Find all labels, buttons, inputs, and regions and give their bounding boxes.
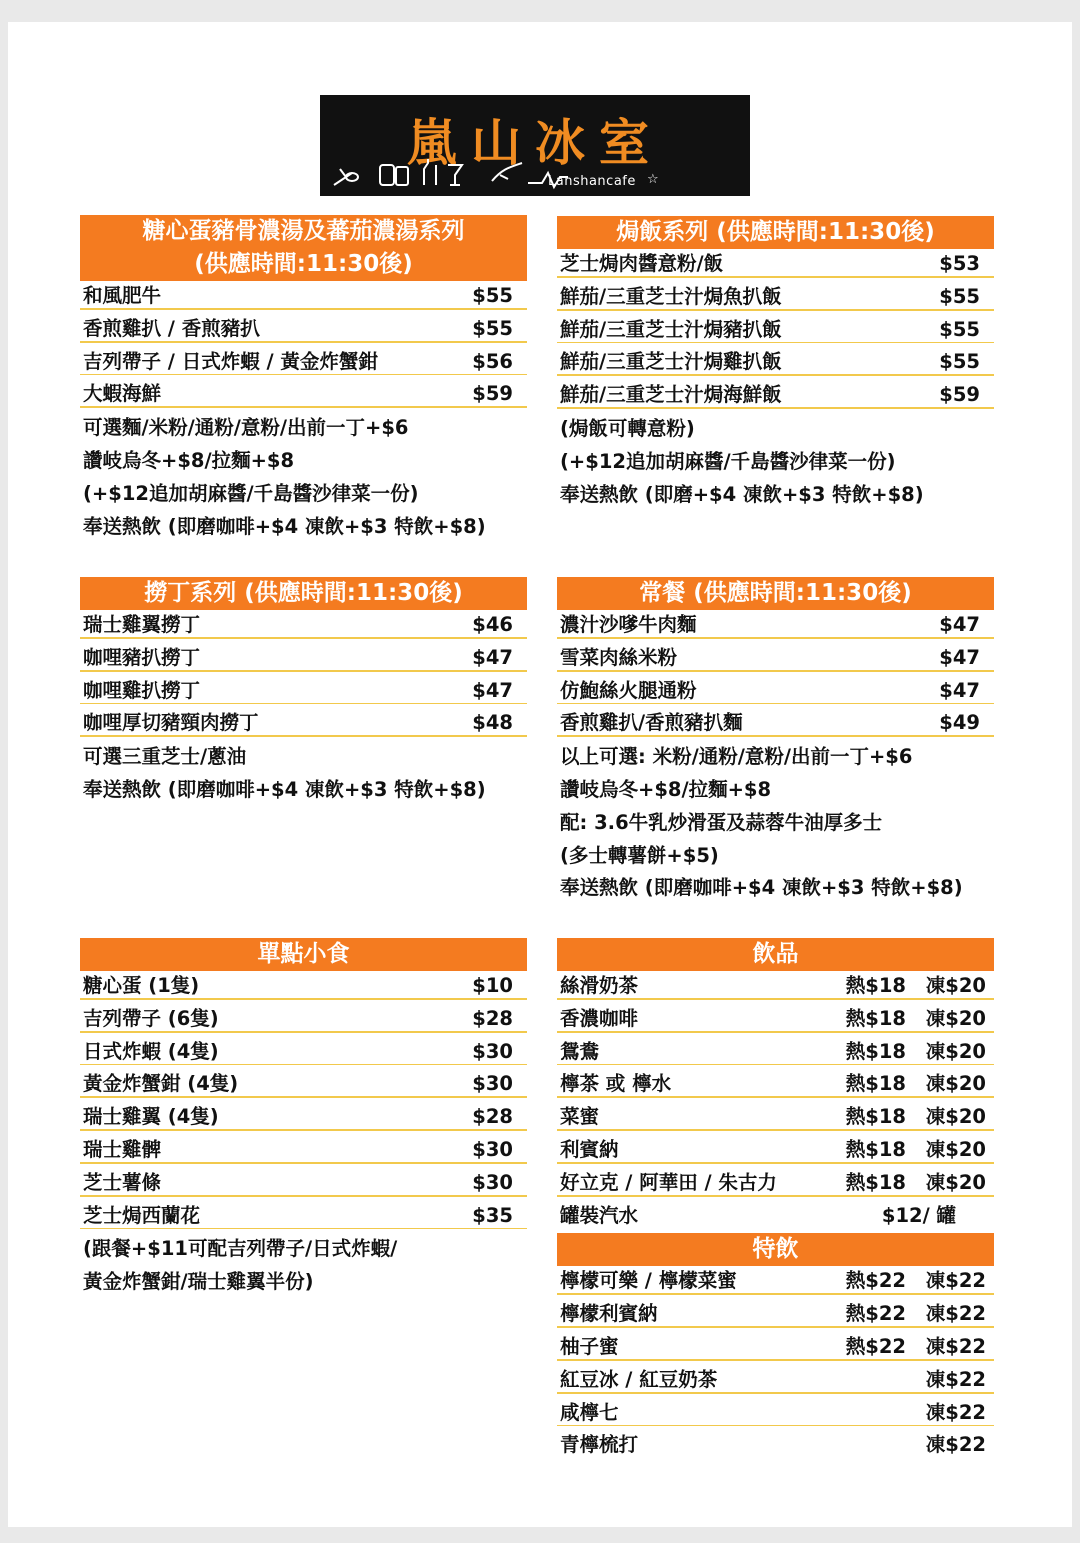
menu-item xyxy=(80,347,527,380)
item-name: 柚子蜜 xyxy=(560,1334,619,1358)
item-name: 大蝦海鮮 xyxy=(83,382,162,406)
item-price: $55 xyxy=(472,284,513,307)
hot-price: 熱$18 xyxy=(845,1137,906,1161)
drink-item xyxy=(557,1168,994,1201)
item-price: $47 xyxy=(472,645,513,669)
logo-title: 嵐山冰室 xyxy=(407,113,663,172)
item-name: 鮮茄/三重芝士汁焗雞扒飯 xyxy=(560,350,782,374)
cold-price: 凍$20 xyxy=(925,1137,986,1161)
section-title: 糖心蛋豬骨濃湯及蕃茄濃湯系列 xyxy=(142,218,465,244)
section-header xyxy=(80,215,527,281)
menu-note: 黃金炸蟹鉗/瑞士雞翼半份) xyxy=(83,1270,314,1294)
section-header: 撈丁系列 (供應時間:11:30後) xyxy=(80,577,527,610)
drink-item xyxy=(557,1135,994,1168)
item-name: 鮮茄/三重芝士汁焗魚扒飯 xyxy=(560,284,782,308)
menu-item xyxy=(80,971,527,1004)
item-name: 香煎雞扒 / 香煎豬扒 xyxy=(83,316,260,340)
drink-item xyxy=(557,1430,994,1463)
item-name: 檸檬利賓納 xyxy=(560,1302,658,1326)
item-name: 利賓納 xyxy=(560,1137,619,1161)
item-price: $55 xyxy=(939,350,980,374)
menu-item xyxy=(80,676,527,709)
hot-price: 熱$18 xyxy=(845,1105,906,1129)
item-name: 瑞士雞翼 (4隻) xyxy=(83,1105,219,1129)
cold-price: 凍$20 xyxy=(925,1072,986,1096)
item-price: $47 xyxy=(472,678,513,702)
item-name: 菜蜜 xyxy=(560,1105,600,1129)
logo-subtitle: Lanshancafe xyxy=(548,174,636,189)
menu-note: 可選麵/米粉/通粉/意粉/出前一丁+$6 xyxy=(83,416,409,440)
soup-series-section xyxy=(80,215,527,543)
can-price: $12/ 罐 xyxy=(881,1203,956,1227)
menu-item xyxy=(80,1201,527,1234)
item-price: $30 xyxy=(472,1072,513,1096)
menu-note: (多士轉薯餅+$5) xyxy=(560,843,719,867)
menu-item xyxy=(80,379,527,412)
hot-price: 熱$22 xyxy=(845,1269,906,1293)
item-price: $49 xyxy=(939,711,980,735)
drink-item xyxy=(557,1069,994,1102)
menu-note: (+$12追加胡麻醬/千島醬沙律菜一份) xyxy=(83,481,419,505)
menu-item xyxy=(557,347,994,380)
item-name: 黃金炸蟹鉗 (4隻) xyxy=(83,1072,239,1096)
menu-item xyxy=(80,708,527,741)
menu-note: (跟餐+$11可配吉列帶子/日式炸蝦/ xyxy=(83,1237,398,1261)
cold-price: 凍$20 xyxy=(925,1039,986,1063)
drink-item xyxy=(557,1004,994,1037)
item-name: 紅豆冰 / 紅豆奶茶 xyxy=(560,1367,718,1391)
item-name: 檸檬可樂 / 檸檬菜蜜 xyxy=(560,1269,737,1293)
item-price: $30 xyxy=(472,1039,513,1063)
menu-item xyxy=(557,249,994,282)
menu-note: 配: 3.6牛乳炒滑蛋及蒜蓉牛油厚多士 xyxy=(560,810,883,834)
drink-item xyxy=(557,1266,994,1299)
logo xyxy=(320,95,750,196)
cold-price: 凍$20 xyxy=(925,1170,986,1194)
item-name: 香濃咖啡 xyxy=(560,1006,639,1030)
cold-price: 凍$22 xyxy=(925,1400,986,1424)
item-price: $55 xyxy=(939,284,980,308)
menu-item xyxy=(557,282,994,315)
item-price: $59 xyxy=(472,382,513,406)
set-meal-section xyxy=(557,577,994,905)
drink-item xyxy=(557,1365,994,1398)
cold-price: 凍$20 xyxy=(925,1105,986,1129)
item-price: $30 xyxy=(472,1137,513,1161)
menu-item xyxy=(80,1102,527,1135)
item-name: 香煎雞扒/香煎豬扒麵 xyxy=(560,711,743,735)
menu-item xyxy=(80,610,527,643)
section-header: 焗飯系列 (供應時間:11:30後) xyxy=(557,216,994,249)
item-price: $10 xyxy=(472,974,513,997)
item-price: $46 xyxy=(472,613,513,636)
item-name: 糖心蛋 (1隻) xyxy=(83,974,200,997)
item-name: 咖哩豬扒撈丁 xyxy=(83,645,201,669)
menu-note: (焗飯可轉意粉) xyxy=(560,416,695,440)
item-name: 芝士薯條 xyxy=(83,1170,162,1194)
hot-price: 熱$18 xyxy=(845,1170,906,1194)
menu-note: 奉送熱飲 (即磨咖啡+$4 凍飲+$3 特飲+$8) xyxy=(83,777,486,801)
item-price: $28 xyxy=(472,1105,513,1129)
item-name: 瑞士雞翼撈丁 xyxy=(83,613,201,636)
drink-item xyxy=(557,1299,994,1332)
menu-note: 奉送熱飲 (即磨+$4 凍飲+$3 特飲+$8) xyxy=(560,482,924,506)
item-name: 絲滑奶茶 xyxy=(560,974,639,997)
item-name: 瑞士雞髀 xyxy=(83,1137,162,1161)
cold-price: 凍$22 xyxy=(925,1334,986,1358)
hot-price: 熱$18 xyxy=(845,1006,906,1030)
item-name: 仿鮑絲火腿通粉 xyxy=(560,678,697,702)
section-subtitle: (供應時間:11:30後) xyxy=(194,251,413,277)
item-price: $56 xyxy=(472,349,513,373)
item-name: 好立克 / 阿華田 / 朱古力 xyxy=(560,1170,777,1194)
item-price: $59 xyxy=(939,383,980,407)
hot-price: 熱$18 xyxy=(845,974,906,997)
cold-price: 凍$20 xyxy=(925,1006,986,1030)
cold-price: 凍$22 xyxy=(925,1302,986,1326)
menu-item xyxy=(80,1004,527,1037)
item-price: $47 xyxy=(939,613,980,636)
cold-price: 凍$22 xyxy=(925,1269,986,1293)
menu-item xyxy=(557,315,994,348)
item-name: 咖哩雞扒撈丁 xyxy=(83,678,201,702)
item-price: $47 xyxy=(939,645,980,669)
item-name: 吉列帶子 (6隻) xyxy=(83,1006,219,1030)
hot-price: 熱$18 xyxy=(845,1072,906,1096)
item-price: $53 xyxy=(939,252,980,275)
item-name: 和風肥牛 xyxy=(83,284,162,307)
item-name: 濃汁沙嗲牛肉麵 xyxy=(560,613,697,636)
drink-item xyxy=(557,971,994,1004)
lo-ding-section xyxy=(80,577,527,807)
item-price: $55 xyxy=(472,316,513,340)
item-name: 鮮茄/三重芝士汁焗豬扒飯 xyxy=(560,317,782,341)
item-price: $35 xyxy=(472,1203,513,1227)
item-name: 芝士焗肉醬意粉/飯 xyxy=(560,252,724,275)
item-name: 日式炸蝦 (4隻) xyxy=(83,1039,219,1063)
item-name: 檸茶 或 檸水 xyxy=(560,1072,672,1096)
item-price: $55 xyxy=(939,317,980,341)
menu-item xyxy=(80,643,527,676)
menu-item xyxy=(80,1037,527,1070)
drink-item xyxy=(557,1102,994,1135)
star-icon: ☆ xyxy=(647,172,659,187)
menu-note: 奉送熱飲 (即磨咖啡+$4 凍飲+$3 特飲+$8) xyxy=(83,514,486,538)
snacks-section xyxy=(80,938,527,1299)
drink-item xyxy=(557,1398,994,1431)
drink-item xyxy=(557,1037,994,1070)
menu-item xyxy=(80,314,527,347)
item-name: 罐裝汽水 xyxy=(560,1203,639,1227)
hot-price: 熱$22 xyxy=(845,1334,906,1358)
menu-item xyxy=(557,676,994,709)
item-name: 鮮茄/三重芝士汁焗海鮮飯 xyxy=(560,383,782,407)
menu-note: 以上可選: 米粉/通粉/意粉/出前一丁+$6 xyxy=(560,745,913,769)
menu-note: (+$12追加胡麻醬/千島醬沙律菜一份) xyxy=(560,449,896,473)
menu-note: 奉送熱飲 (即磨咖啡+$4 凍飲+$3 特飲+$8) xyxy=(560,876,963,900)
menu-item xyxy=(557,380,994,413)
menu-note: 讚岐烏冬+$8/拉麵+$8 xyxy=(83,448,295,472)
item-name: 雪菜肉絲米粉 xyxy=(560,645,678,669)
menu-item xyxy=(557,708,994,741)
cold-price: 凍$22 xyxy=(925,1367,986,1391)
menu-item xyxy=(557,610,994,643)
hot-price: 熱$18 xyxy=(845,1039,906,1063)
item-name: 青檸梳打 xyxy=(560,1433,639,1457)
menu-item xyxy=(80,1168,527,1201)
menu-note: 可選三重芝士/蔥油 xyxy=(83,745,247,769)
item-price: $47 xyxy=(939,678,980,702)
section-header: 常餐 (供應時間:11:30後) xyxy=(557,577,994,610)
item-name: 咸檸七 xyxy=(560,1400,619,1424)
drink-item xyxy=(557,1332,994,1365)
cold-price: 凍$22 xyxy=(925,1433,986,1457)
menu-note: 讚岐烏冬+$8/拉麵+$8 xyxy=(560,777,772,801)
menu-item xyxy=(80,1135,527,1168)
item-name: 咖哩厚切豬頸肉撈丁 xyxy=(83,711,259,735)
item-price: $48 xyxy=(472,711,513,735)
hot-price: 熱$22 xyxy=(845,1302,906,1326)
menu-item xyxy=(80,1069,527,1102)
section-header: 單點小食 xyxy=(80,938,527,971)
drinks-section xyxy=(557,938,994,1463)
item-name: 吉列帶子 / 日式炸蝦 / 黃金炸蟹鉗 xyxy=(83,349,378,373)
section-header: 飲品 xyxy=(557,938,994,971)
section-header: 特飲 xyxy=(557,1233,994,1266)
cold-price: 凍$20 xyxy=(925,974,986,997)
item-price: $30 xyxy=(472,1170,513,1194)
item-price: $28 xyxy=(472,1006,513,1030)
item-name: 鴛鴦 xyxy=(560,1039,600,1063)
baked-rice-section xyxy=(557,216,994,511)
item-name: 芝士焗西蘭花 xyxy=(83,1203,201,1227)
drink-item xyxy=(557,1201,994,1234)
menu-item xyxy=(557,643,994,676)
menu-item xyxy=(80,281,527,314)
